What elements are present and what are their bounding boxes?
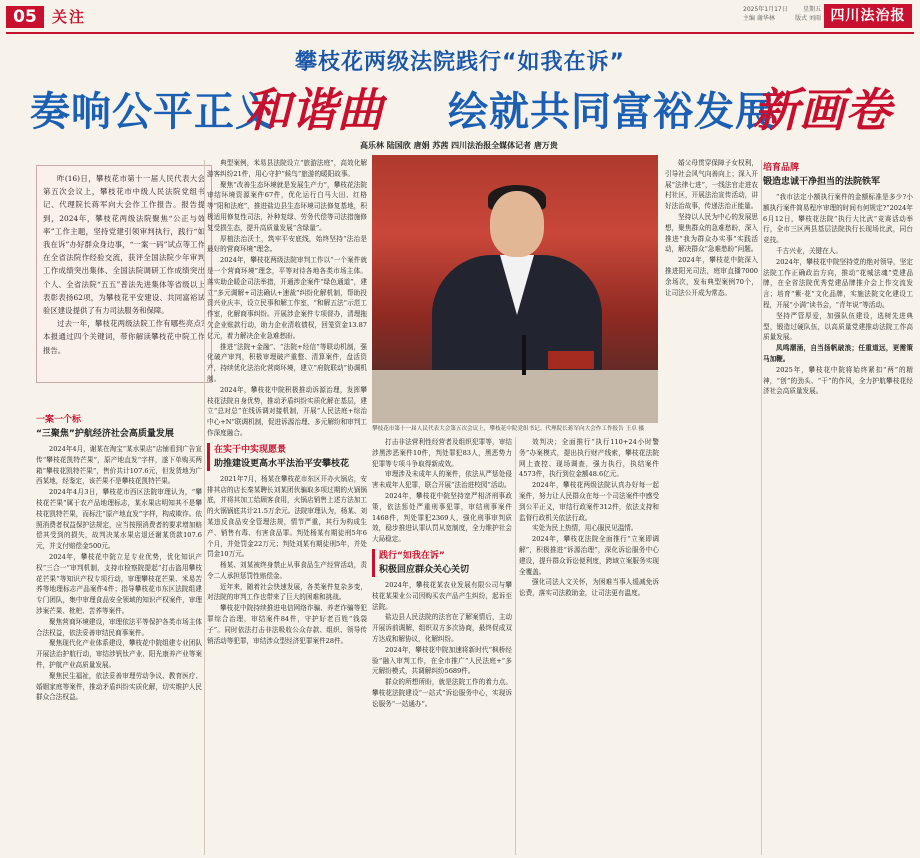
body-paragraph: 2024年，攀枝花某农业发展有限公司与攀枝花某果业公司因购买农产品产生纠纷，起诉至法院。 (372, 580, 512, 611)
section3-subtitle: 积极回应群众关心关切 (379, 564, 470, 575)
body-paragraph: 2024年，攀枝花中院坚持宽严相济刑事政策，依法惩处严重刑事犯罪，审结刑事案件1468件，判处罪犯2369人，强化刑事审判质效，稳步推进认罪认罚从宽制度，全力维护社会大局稳定。 (372, 491, 512, 544)
lead-paragraph: 昨(16)日，攀枝花市第十一届人民代表大会第五次会议上，攀枝花市中级人民法院党组书记、代理院长蒋军向大会作工作报告。报告提到，2024年，攀枝花两级法院聚焦“公正与效率”工作主题，坚持党建引领审判执行，践行“如我在诉”办好群众身边事，“一案一码”试点等工作在全省法院作经验交流，获评全国法院少年审判工作成绩突出集体、全国法院调研工作成绩突出个人、全省法院“五五”普法先进集体等省级以上表彰表扬62项，为攀枝花平安建设、共同富裕试验区建设提供了有力司法服务和保障。 (43, 174, 205, 316)
body-paragraph: 婚父母贯穿保障子女权利，引导社会风气向善向上；深入开展“法律七进”，一线法官走进农村社区，开展法治宣传活动，讲好法治故事，传递法治正能量。 (665, 159, 758, 211)
column-4 (519, 437, 659, 855)
headline-calligraphy-2: 新画卷 (753, 83, 891, 137)
column-1 (36, 410, 202, 855)
byline: 高乐林 陆国欣 唐娟 苏茜 四川法治报全媒体记者 唐万贵 (360, 141, 558, 150)
body-paragraph: 聚焦民生福祉，依法妥善审理劳动争议、教育医疗、婚姻家庭等案件，推动矛盾纠纷实质化解，切实维护人民群众合法权益。 (36, 671, 202, 702)
column-6 (763, 158, 913, 855)
body-paragraph: 实处为民上热情，用心服民见温情。 (532, 524, 638, 533)
body-paragraph: 2024年，攀枝花法院全面推行“立案即调解”，积极推进“诉源治理”，深化诉讼服务中心建设，提升群众诉讼便利度，跨域立案服务实现全覆盖。 (519, 535, 659, 576)
body-paragraph: 强化司法人文关怀，为困难当事人缓减免诉讼费，落实司法救助金，让司法更有温度。 (519, 578, 659, 598)
headline-part1: 奏响公平正义 (30, 89, 276, 135)
body-paragraph: 聚焦营商环境建设，审理依法平等保护各类市场主体合法权益，依法妥善审结民商事案件。 (36, 617, 202, 637)
body-paragraph: 打击非法营利性经营者及组织犯罪等，审结涉黑涉恶案件10件，判处罪犯83人，黑恶势力犯罪等专项斗争取得新成效。 (372, 438, 512, 468)
section4-subtitle: 锻造忠诚干净担当的法院铁军 (763, 177, 881, 187)
issue-editor: 主编 谢华林 (743, 15, 775, 22)
column-divider (515, 437, 516, 855)
body-paragraph: 坚持以人民为中心的发展思想，聚焦群众的急难愁盼，深入推进“我为群众办实事”实践活动，解决群众“急难愁盼”问题。 (665, 212, 758, 254)
body-paragraph: 攀枝花中院持续推进电信网络诈骗、养老诈骗等犯罪综合治理，审结案件84件，守护好老百姓“钱袋子”。同时依法打击非法吸收公众存款、组织、领导传销活动等犯罪，审结涉众型经济犯罪案件28件。 (207, 604, 367, 645)
body-paragraph: 2024年，攀枝花中院深入推进阳光司法，庭审直播7000余场次，发布典型案例70个，让司法公开成为常态。 (665, 256, 758, 297)
photo-microphone (522, 335, 526, 375)
speaker-photo (372, 155, 658, 423)
body-paragraph: 2024年4月3日，攀枝花市西区法院审理认为，“攀枝花芒果”属于农产品地理标志，某水果店明知其不是攀枝花凯特芒果，而标注“原产地直发”字样，构成欺诈。依照消费者权益保护法规定，应当按照消费者的要求增加赔偿其受到的损失，故判决某水果店退还谢某货款107.6元，并支付赔偿金500元。 (36, 488, 202, 551)
issue-info (743, 5, 821, 23)
lead-paragraph: 过去一年，攀枝花两级法院工作有哪些亮点?本报通过四个关键词，带你解读攀枝花中院工作报告。 (43, 319, 205, 355)
body-paragraph: 2024年，攀枝花两级法院审判工作以“一个案件就是一个营商环境”理念，平等对待各地各类市场主体。落实助企暖企司法举措，开通涉企案件“绿色通道”，建立“多元调解+司法确认+速裁”纠纷化解机制，帮助投资兴业庆丰，设立民事和解工作室，“和解五法”示范工作室，化解商事纠纷。开展涉企案件专项督办，清理拖欠企业账款行动，助力企业清收债权，回笼资金13.87亿元，着力解决企业急难愁盼。 (207, 256, 367, 340)
section4-title: 培育品牌 (763, 163, 800, 173)
headline-calligraphy-1: 和谐曲 (245, 83, 383, 137)
page-number: 05 (6, 6, 44, 28)
section2-subtitle: 助推建设更高水平法治平安攀枝花 (214, 458, 350, 469)
section1-title: 一案一个标 (36, 415, 82, 425)
kicker-title: 攀枝花两级法院践行“如我在诉” (295, 50, 625, 75)
body-paragraph: 聚焦现代化产业体系建设，攀枝花中院组建专业团队开展法治护航行动，审结涉钒钛产业、阳光康养产业等案件，护航产业高质量发展。 (36, 639, 202, 669)
body-paragraph: “我市法定小额执行案件的金额标准是多少?小额执行案件简易程序审理的时间有何规定?”2024年6月12日，攀枝花法院“执行大比武”竞赛活动举行，全市三区两县基层法院执行长现场比武，同台竞技。 (763, 193, 913, 245)
body-paragraph: 2024年，攀枝花中院加速将新时代“枫桥经验”融入审判工作，在全市推广“人民法庭+”多元解纷模式，共调解纠纷5689件。 (372, 645, 512, 676)
body-paragraph: 审理涉及未成年人的案件，依法从严惩处侵害未成年人犯罪，联合开展“法治进校园”活动。 (372, 470, 512, 490)
issue-designer: 版式 刘雨 (795, 15, 821, 22)
section3-title: 践行“如我在诉” (379, 550, 445, 561)
body-paragraph: 近年来，随着社会快速发展，各类案件复杂多变，对法院的审判工作也带来了巨大的困难和挑战。 (207, 582, 367, 602)
body-paragraph: 推进“法院+金融”、“法院+经信”等联动机制，强化破产审判，积极审理破产重整、清算案件，盘活资产，持续优化法治化营商环境，建立“府院联动”协调机制。 (207, 342, 367, 383)
photo-desk (372, 370, 658, 423)
body-paragraph: 2024年，攀枝花中院坚持党的绝对领导，坚定法院工作正确政治方向，推动“花城法魂”党建品牌，在全省法院优秀党建品牌推介会上作交流发言；培育“紫·花”文化品牌，实施法院文化建设工程，开展“小满”读书会，“青年说”等活动。 (763, 257, 913, 309)
body-paragraph: 盐边县人民法院的法官在了解案情后，主动开展诉前调解，组织双方多次协商，最终促成双方达成和解协议，化解纠纷。 (372, 613, 512, 643)
lead-box (36, 165, 212, 383)
photo-caption: 攀枝花市第十一届人民代表大会第五次会议上，攀枝花中院党组书记、代理院长蒋军向大会作工作报告 王卓 摄 (372, 426, 645, 432)
body-paragraph: 杨某、刘某被终身禁止从事食品生产经营活动，责令二人承担惩罚性赔偿金。 (207, 561, 367, 580)
header-rule (6, 32, 914, 34)
issue-weekday: 星期五 (802, 6, 821, 13)
section-label: 关注 (52, 8, 87, 26)
body-paragraph: 2024年，攀枝花中院立足专业优势，优化知识产权“三合一”审判机制，支持市检察院提起“打击盗用攀枝花芒果”等知识产权专项行动，审理攀枝花芒果、米易苦荞等地理标志产品案件4件；指导攀枝花市东区法院组建专门团队，集中审理食品安全领域的知识产权案件，审理涉案芒果、枇杷、苦荞等案件。 (36, 552, 202, 615)
body-paragraph: 群众的所想所盼，就是法院工作的着力点。攀枝花法院建设“一站式”诉讼服务中心，实现诉讼服务“一站通办”。 (372, 678, 512, 708)
section1-subtitle: “三聚焦”护航经济社会高质量发展 (36, 429, 174, 439)
body-paragraph: 聚焦“改善生态环境就是发展生产力”，攀枝花法院审结环境资源案件67件，优化运行白马大田、红格等“阳和法庭”，推进盐边县生态环境司法修复基地，积极适用修复性司法，补种复绿、劳务代偿等司法措施修复受损生态，提升高质量发展“含绿量”。 (207, 180, 367, 232)
body-paragraph: 厚植法治沃土，筑牢平安底线，始终坚持“法治是最好的营商环境”理念。 (207, 234, 367, 254)
issue-date: 2025年1月17日 (743, 6, 788, 13)
body-paragraph: 2024年，攀枝花两级法院认真办好每一起案件，努力让人民群众在每一个司法案件中感受到公平正义，审结行政案件312件，依法支持和监督行政机关依法行政。 (519, 481, 659, 522)
photo-nameplate (548, 351, 594, 369)
body-paragraph: 2021年7月，杨某在攀枝花市东区开办火锅店，安排其店的店长秦某聘长刘某团伙骗取多项过期的火锅锅底，并将其加工给顾客食用，火锅店销售上述方法加工的火锅锅底共计21.5万余元。法院审理认为，杨某、刘某违反食品安全管理法规，情节严重，其行为构成生产、销售有毒、有害食品罪。判处杨某有期徒刑5年6个月，并处罚金22万元；判处刘某有期徒刑5年，并处罚金10万元。 (207, 474, 367, 559)
photo-face (490, 191, 544, 257)
masthead-logo: 四川法治报 (824, 4, 912, 28)
column-3 (372, 437, 512, 855)
headline-part3: 绘就共同富裕发展 (448, 89, 776, 135)
body-paragraph: 2024年，攀枝花中院积极推动诉源治理，发挥攀枝花法院自身优势，推动矛盾纠纷实质化解在基层，建立“总对总”在线诉调对接机制，开展“人民法庭+综治中心+N”联调机制，促进诉源治理、多元解纷和审判工作深度融合。 (207, 385, 367, 437)
column-2 (207, 158, 367, 855)
body-paragraph: 2025年，攀枝花中院将始终紧扣“两”的精神，“创”的劲头、“干”的作风，全力护航攀枝花经济社会高质量发展。 (763, 365, 913, 396)
body-paragraph: 效判决；全面推行“执行110+24小时警务”办案模式，提出执行财产线索，攀枝花法院网上查控、现场调查，强力执行，执结案件4573件，执行到位金额48.6亿元。 (519, 438, 659, 479)
column-divider (204, 160, 205, 855)
column-5 (665, 158, 758, 855)
page-header (0, 0, 920, 33)
body-paragraph: 千古兴业，关键在人。 (776, 246, 842, 255)
body-paragraph: 坚持严管厚爱，加强队伍建设，选树先进典型，锻造过硬队伍，以高质量党建推动法院工作高质量发展。 (763, 311, 913, 342)
headline (30, 80, 900, 140)
column-divider (761, 160, 762, 855)
closing-line: 凤鸣潮涌，自当扬帆破浪；任重道远，更需策马加鞭。 (763, 344, 913, 363)
body-paragraph: 2024年4月，谢某在淘宝“某水果店”店铺看到广告宣传“攀枝花凯特芒果”，原产地直发“字样，遂下单购买两箱“攀枝花凯特芒果”，售价共计107.6元，但发货地为广西某地，经鉴定，该芒果不是攀枝花凯特芒果。 (36, 445, 202, 486)
section2-title: 在实干中实现愿景 (214, 444, 287, 455)
body-paragraph: 典型案例，米易县法院设立“旅游法庭”，高效化解游客纠纷21件，用心守护“候鸟”旅游的暖阳故事。 (207, 159, 367, 178)
